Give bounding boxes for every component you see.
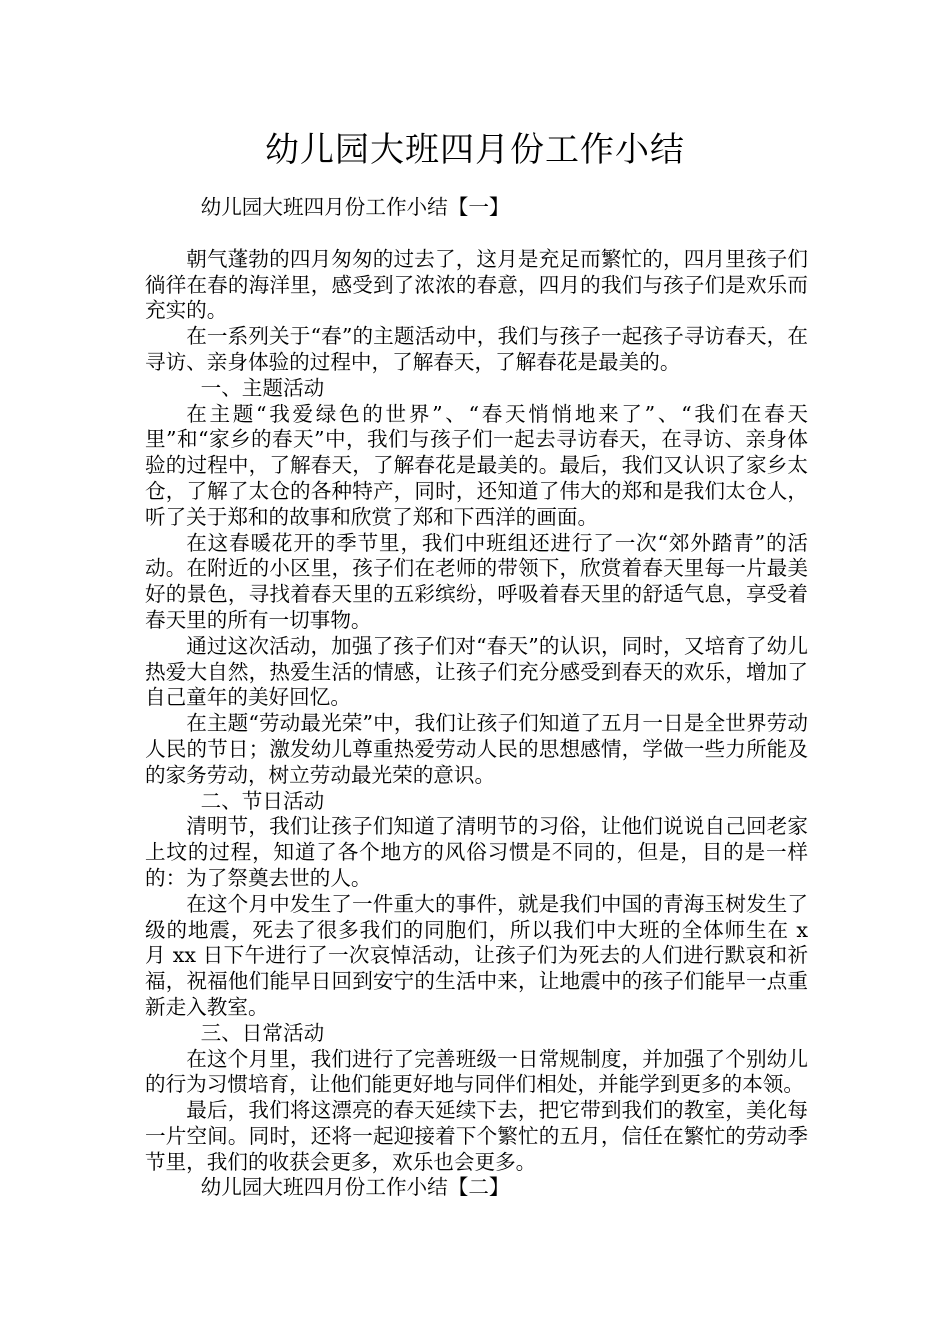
blank-line [145, 221, 808, 247]
section-2-title: 幼儿园大班四月份工作小结【二】 [200, 1175, 510, 1200]
document-body [145, 195, 808, 1201]
paragraph-2: 在一系列关于“春”的主题活动中，我们与孩子一起孩子寻访春天，在寻访、亲身体验的过程中，了解春天，了解春花是最美的。 [145, 324, 808, 374]
section-1-title: 幼儿园大班四月份工作小结【一】 [200, 195, 510, 219]
paragraph-1: 朝气蓬勃的四月匆匆的过去了，这月是充足而繁忙的，四月里孩子们徜徉在春的海洋里，感受到了浓浓的春意，四月的我们与孩子们是欢乐而充实的。 [145, 246, 808, 323]
paragraph-8: 在这个月中发生了一件重大的事件，就是我们中国的青海玉树发生了级的地震，死去了很多我们的同胞们，所以我们中大班的全体师生在 x 月 xx 日下午进行了一次哀悼活动，让孩子们为死去的人们进行默哀和祈福，祝福他们能早日回到安宁的生活中来，让地震中的孩子们能早一点重新走入教室。 [145, 891, 808, 1019]
paragraph-10: 最后，我们将这漂亮的春天延续下去，把它带到我们的教室，美化每一片空间。同时，还将一起迎接着下个繁忙的五月，信任在繁忙的劳动季节里，我们的收获会更多，欢乐也会更多。 [145, 1098, 808, 1174]
paragraph-9: 在这个月里，我们进行了完善班级一日常规制度，并加强了个别幼儿的行为习惯培育，让他们能更好地与同伴们相处，并能学到更多的本领。 [145, 1046, 808, 1097]
paragraph-3: 在主题“我爱绿色的世界”、“春天悄悄地来了”、“我们在春天里”和“家乡的春天”中，我们与孩子们一起去寻访春天，在寻访、亲身体验的过程中，了解春天，了解春花是最美的。最后，我们又认识了家乡太仓，了解了太仓的各种特产，同时，还知道了伟大的郑和是我们太仓人，听了关于郑和的故事和欣赏了郑和下西洋的画面。 [145, 401, 808, 529]
heading-daily-activities: 三、日常活动 [200, 1020, 325, 1045]
heading-holiday-activities: 二、节日活动 [200, 788, 325, 813]
paragraph-7: 清明节，我们让孩子们知道了清明节的习俗，让他们说说自己回老家上坟的过程，知道了各个地方的风俗习惯是不同的，但是，目的是一样的：为了祭奠去世的人。 [145, 814, 808, 890]
paragraph-5: 通过这次活动，加强了孩子们对“春天”的认识，同时，又培育了幼儿热爱大自然，热爱生活的情感，让孩子们充分感受到春天的欢乐，增加了自己童年的美好回忆。 [145, 633, 808, 710]
paragraph-4: 在这春暖花开的季节里，我们中班组还进行了一次“郊外踏青”的活动。在附近的小区里，孩子们在老师的带领下，欣赏着春天里每一片最美好的景色，寻找着春天里的五彩缤纷，呼吸着春天里的舒适气息，享受着春天里的所有一切事物。 [145, 530, 808, 632]
paragraph-6: 在主题“劳动最光荣”中，我们让孩子们知道了五月一日是全世界劳动人民的节日；激发幼儿尊重热爱劳动人民的思想感情，学做一些力所能及的家务劳动，树立劳动最光荣的意识。 [145, 711, 808, 787]
document-title: 幼儿园大班四月份工作小结 [265, 130, 685, 170]
heading-theme-activities: 一、主题活动 [200, 375, 325, 400]
